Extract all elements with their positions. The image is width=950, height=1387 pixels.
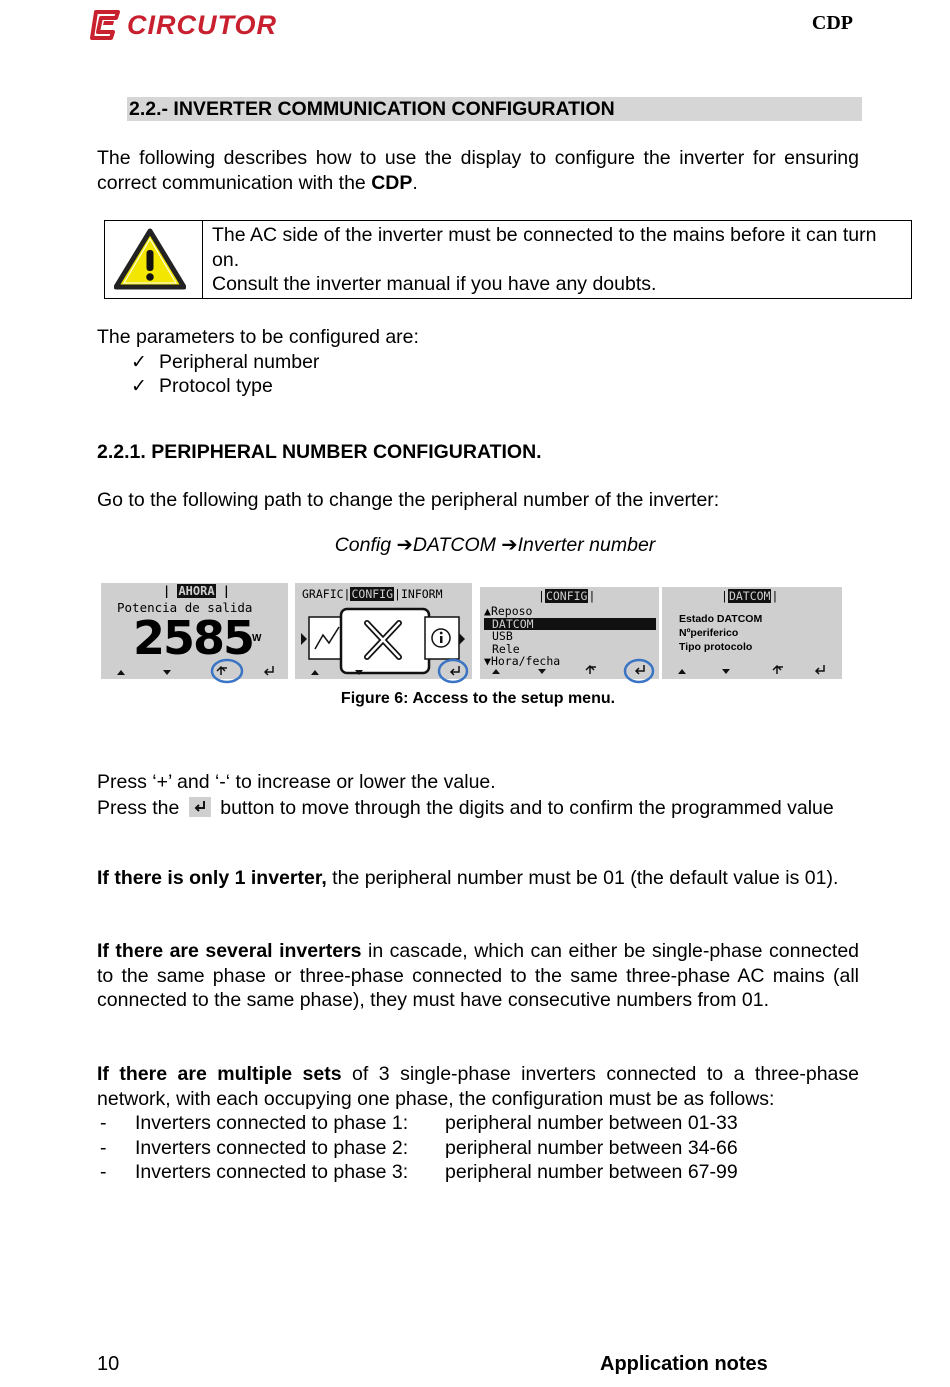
phase-list: [100, 1111, 738, 1185]
warning-text: [212, 223, 907, 297]
lcd-active-tab: DATCOM: [728, 589, 771, 603]
up-arrow-icon: [311, 670, 319, 675]
graph-icon: [309, 617, 345, 659]
paragraph-bold: If there is only 1 inverter,: [97, 867, 327, 889]
list-dash: -: [100, 1136, 107, 1159]
circutor-logo-icon: [90, 8, 124, 42]
param-label: Protocol type: [159, 375, 273, 397]
lcd-menu-item: Estado DATCOM: [679, 613, 763, 625]
up-arrow-icon: [117, 670, 125, 675]
intro-bold: CDP: [371, 171, 413, 194]
paragraph-text: the peripheral number must be 01 (the default value is 01).: [326, 867, 839, 889]
highlight-circle-icon: [436, 657, 470, 685]
lcd-menu-item-selected: DATCOM: [484, 618, 656, 631]
lcd-tab-config: CONFIG: [351, 587, 394, 601]
lcd-menu-item: Nºperiferico: [679, 627, 739, 639]
left-arrow-icon: [301, 633, 307, 645]
brand-name: CIRCUTOR: [127, 9, 278, 40]
paragraph-text: of 3 single-phase inverters connected to a three-phase network, with each occupying one phase, the configuration must be as follows:: [97, 1063, 859, 1110]
param-label: Peripheral number: [159, 351, 320, 373]
brand-logo: [90, 6, 277, 44]
enter-icon: [816, 665, 824, 674]
warning-line-2: Consult the inverter manual if you have any doubts.: [212, 273, 657, 295]
down-arrow-icon: [538, 669, 546, 674]
param-item: [131, 350, 319, 376]
lcd-tab-bar: GRAFIC|CONFIG|INFORM: [302, 587, 443, 601]
lcd-datcom-list: [679, 612, 762, 654]
paragraph-multiple-sets: [97, 1062, 859, 1111]
path-step-inverter-number: Inverter number: [517, 534, 656, 556]
checkmark-icon: ✓: [131, 352, 147, 373]
down-arrow-icon: [722, 669, 730, 674]
paragraph-bold: If there are several inverters: [97, 940, 362, 962]
section-title: 2.2.- INVERTER COMMUNICATION CONFIGURATION: [129, 98, 615, 120]
lcd-active-tab: AHORA: [178, 584, 215, 598]
highlight-circle-icon: [209, 657, 245, 685]
list-dash: -: [100, 1161, 107, 1183]
lcd-button-icons: [101, 661, 288, 679]
intro-text-end: .: [412, 171, 418, 194]
lcd-tab-inform: INFORM: [400, 587, 443, 601]
paragraph-single-inverter: [97, 866, 859, 891]
path-step-config: Config: [334, 534, 397, 556]
paragraph-bold: If there are multiple sets: [97, 1063, 342, 1085]
figure-caption: Figure 6: Access to the setup menu.: [340, 690, 616, 707]
lcd-active-tab: CONFIG: [545, 589, 588, 603]
return-icon: [586, 666, 596, 674]
lcd-screen-datcom: [662, 587, 842, 679]
lcd-power-unit: W: [252, 633, 262, 644]
phase-label: Inverters connected to phase 2:: [135, 1136, 409, 1159]
lcd-power-value: 2585: [133, 611, 254, 665]
warning-line-1: The AC side of the inverter must be connected to the mains before it can turn on.: [212, 224, 877, 271]
doc-code: CDP: [811, 12, 853, 34]
lcd-output-label: Potencia de salida: [117, 600, 253, 615]
instruction-text: button to move through the digits and to confirm the programmed value: [220, 797, 834, 819]
warning-divider: [202, 220, 203, 299]
phase-value: peripheral number between 67-99: [445, 1161, 738, 1183]
down-arrow-icon: [163, 670, 171, 675]
lcd-tab-bar: | AHORA |: [163, 584, 231, 598]
phase-value: peripheral number between 01-33: [445, 1112, 738, 1134]
instruction-line-2: [97, 796, 859, 821]
up-arrow-icon: [492, 669, 500, 674]
params-intro: The parameters to be configured are:: [97, 326, 419, 348]
phase-list-item: [100, 1111, 738, 1136]
instruction-text: Press the: [97, 797, 180, 819]
lcd-menu-item: ▼Hora/fecha: [484, 654, 561, 668]
phase-label: Inverters connected to phase 1:: [135, 1112, 409, 1134]
arrow-right-icon: ➔: [501, 534, 518, 556]
page-number: 10: [97, 1353, 120, 1375]
subsection-title: 2.2.1. PERIPHERAL NUMBER CONFIGURATION.: [97, 441, 542, 463]
param-item: [131, 374, 273, 400]
list-dash: -: [100, 1112, 107, 1134]
path-step-datcom: DATCOM: [412, 534, 502, 556]
enter-key-icon: [189, 797, 211, 817]
phase-list-item: [100, 1160, 738, 1185]
warning-triangle-icon: [114, 228, 186, 290]
paragraph-text: in cascade, which can either be single-phase connected to the same phase or three-phase connected to the same three-phase AC mains (all connected to the same phase), they must have consecutive numbers from 01.: [97, 940, 860, 1011]
lcd-tab-bar: |CONFIG|: [538, 589, 596, 603]
highlight-circle-icon: [622, 657, 656, 685]
instruction-line-1: Press ‘+’ and ‘-‘ to increase or lower the value.: [97, 771, 496, 793]
paragraph-several-inverters: [97, 939, 859, 1013]
intro-paragraph: [97, 146, 859, 195]
lcd-tab-grafic: GRAFIC: [302, 587, 344, 601]
lcd-tab-bar: |DATCOM|: [721, 589, 779, 603]
lcd-menu-item: Rele: [492, 641, 520, 656]
lcd-menu-item: USB: [492, 629, 513, 643]
phase-value: peripheral number between 34-66: [445, 1136, 738, 1159]
checkmark-icon: ✓: [131, 376, 147, 397]
lcd-screen-now: [101, 583, 288, 679]
footer-title: Application notes: [600, 1353, 768, 1375]
lcd-button-icons: [662, 661, 842, 679]
path-intro: Go to the following path to change the peripheral number of the inverter:: [97, 489, 720, 511]
menu-path: [0, 533, 950, 558]
arrow-right-icon: ➔: [396, 534, 413, 556]
phase-label: Inverters connected to phase 3:: [135, 1161, 409, 1183]
lcd-menu-item: Tipo protocolo: [679, 641, 753, 653]
intro-text: The following describes how to use the display to configure the inverter for ensuring correct communication with the: [97, 147, 859, 194]
enter-icon: [265, 666, 273, 675]
return-icon: [773, 666, 783, 674]
right-arrow-icon: [459, 633, 465, 645]
up-arrow-icon: [678, 669, 686, 674]
lcd-menu-item: ▲Reposo: [484, 604, 533, 618]
phase-list-item: [100, 1136, 738, 1161]
